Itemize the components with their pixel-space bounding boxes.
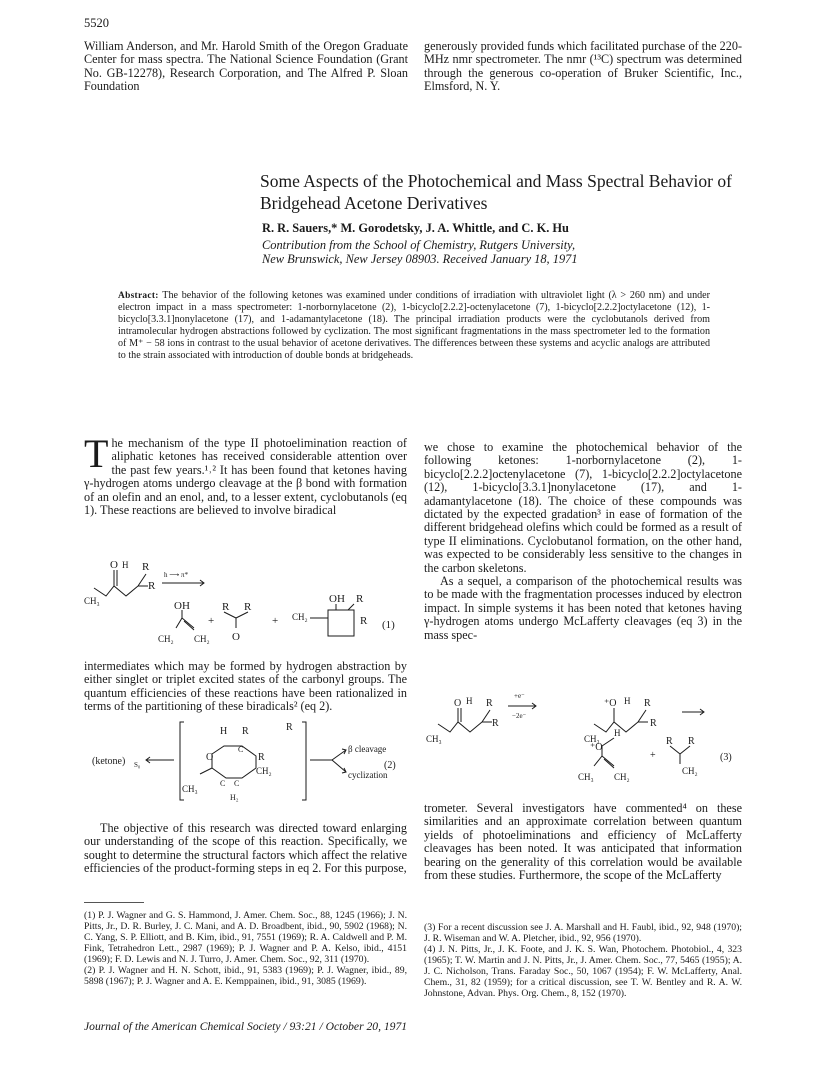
eq2-ketone-subscript: S₀	[134, 761, 141, 769]
svg-text:R: R	[486, 698, 493, 709]
eq2-beta-cleavage: β cleavage	[348, 744, 387, 754]
svg-text:CH₂: CH₂	[614, 772, 630, 782]
body-right-paragraph-3	[424, 802, 742, 882]
body-left-paragraph-3	[84, 822, 407, 876]
svg-text:⁺O: ⁺O	[590, 742, 603, 753]
footnote-rule-left	[84, 902, 144, 903]
ketone-choice-text: we chose to examine the photochemical behavior of the following ketones: 1-norbornylacetone (2), 1-bicyclo[2.2.2]octenylacetone (7), 1-bicyclo[2.2.2]octylacetone (12), 1-bicyclo[3.3.1]nonylacetone (17), and 1-adamantylacetone (18). The choice of these compounds was dictated by the expected gradation³ in ease of formation of the different bridgehead olefins which could be formed as a result of type II eliminations. Cyclobutanol formation, on the other hand, was expected to be considerably less sensitive to the changes in the carbon skeletons.	[424, 440, 742, 575]
svg-text:R: R	[650, 718, 657, 729]
abstract-label: Abstract:	[118, 291, 159, 301]
svg-text:R: R	[258, 752, 265, 763]
eq3-arrow-top: +e⁻	[514, 692, 525, 700]
body-left-paragraph-1	[84, 431, 407, 518]
eq1-arrow-label: h ⟶ π*	[164, 571, 189, 579]
svg-text:R: R	[492, 718, 499, 729]
footnote-2: (2) P. J. Wagner and H. N. Schott, ibid., 91, 5383 (1969); P. J. Wagner, ibid., 89, 5898 (1967); P. J. Wagner and A. E. Kemppainen, ibid., 91, 3085 (1969).	[84, 965, 407, 987]
svg-text:C: C	[220, 779, 226, 788]
svg-text:CH₃: CH₃	[84, 596, 100, 606]
trometer-text: trometer. Several investigators have commented⁴ on these similarities and an approximate correlation between quantum yields of photoeliminations and efficiency of McLafferty cleavages has been noted. It was anticipated that information bearing on the generality of this correlation would be available from these studies. Furthermore, the scope of the McLafferty	[424, 801, 742, 883]
svg-text:OH: OH	[329, 593, 345, 605]
svg-text:CH₂: CH₂	[292, 612, 308, 622]
abstract-text: The behavior of the following ketones was examined under conditions of irradiation with ultraviolet light (λ > 260 nm) and under electron impact in a mass spectrometer: 1-norbornylacetone (2), 1-bicyclo[2.2.2]-octenylacetone (7), 1-bicyclo[2.2.2]octylacetone (12), 1-bicyclo[3.3.1]nonylacetone (17), and 1-adamantylacetone (18). The principal irradiation products were the cyclobutanols derived from intramolecular hydrogen abstractions followed by cyclization. The most significant fragmentations in the mass spectrometer led to the formation of M⁺ − 58 ions in contrast to the usual behavior of acetone derivatives. The differences between these systems and acyclic analogs are attributed to the strain associated with introduction of double bonds at bridgeheads.	[118, 290, 711, 361]
svg-text:H: H	[466, 696, 473, 706]
article-title: Some Aspects of the Photochemical and Mass Spectral Behavior of Bridgehead Acetone Derivatives	[260, 171, 732, 213]
acknowledgment-left	[84, 40, 408, 94]
ack-left-text: William Anderson, and Mr. Harold Smith of the Oregon Graduate Center for mass spectra. The National Science Foundation (Grant No. GB-12278), Research Corporation, and The Alfred P. Sloan Foundation	[84, 39, 408, 94]
affiliation-line-1: Contribution from the School of Chemistry, Rutgers University,	[262, 238, 576, 252]
svg-text:CH₂: CH₂	[682, 766, 698, 776]
svg-text:CH₂: CH₂	[194, 634, 210, 644]
equation-1-scheme	[84, 546, 408, 658]
svg-text:R: R	[666, 736, 673, 747]
journal-citation: Journal of the American Chemical Society / 93:21 / October 20, 1971	[84, 1020, 408, 1033]
eq3-arrow-bottom: −2e⁻	[512, 712, 527, 720]
svg-text:CH₂: CH₂	[158, 634, 174, 644]
eq2-ketone-label: (ketone)	[92, 756, 126, 767]
svg-text:O: O	[110, 559, 118, 571]
acknowledgment-right	[424, 40, 742, 94]
svg-text:R: R	[142, 561, 150, 573]
svg-text:O: O	[232, 631, 240, 643]
biradical-text: intermediates which may be formed by hydrogen abstraction by either singlet or triplet excited states of the carbonyl groups. The quantum efficiencies of these reactions have been rationalized in terms of the partitioning of these biradicals² (eq 2).	[84, 659, 407, 714]
svg-text:⁺O: ⁺O	[604, 698, 617, 709]
svg-text:H: H	[614, 728, 621, 738]
abstract	[118, 290, 710, 362]
ack-right-text: generously provided funds which facilitated purchase of the 220-MHz nmr spectrometer. The nmr (¹³C) spectrum was determined through the generous co-operation of Bruker Scientific, Inc., Elmsford, N. Y.	[424, 39, 742, 94]
footnote-4: (4) J. N. Pitts, Jr., J. K. Foote, and J. K. S. Wan, Photochem. Photobiol., 4, 323 (1965); T. W. Martin and J. N. Pitts, Jr., J. Amer. Chem. Soc., 77, 5465 (1955); A. J. C. Nicholson, Trans. Faraday Soc., 50, 1067 (1954); F. W. McLafferty, Anal. Chem., 31, 82 (1959); for a critical discussion, see T. W. Bentley and R. A. W. Johnstone, Advan. Phys. Org. Chem., 8, 152 (1970).	[424, 944, 742, 999]
equation-3-scheme	[424, 684, 742, 784]
page-number: 5520	[84, 16, 109, 30]
objective-text: The objective of this research was directed toward enlarging our understanding of the scope of this reaction. Specifically, we sought to determine the structural factors which affect the relative efficiencies of the product-forming steps in eq 2. For this purpose,	[84, 821, 407, 876]
svg-text:H: H	[624, 696, 631, 706]
svg-text:CH₂: CH₂	[256, 766, 272, 776]
svg-text:OH: OH	[174, 600, 190, 612]
eq2-number: (2)	[384, 760, 396, 771]
svg-text:O: O	[206, 752, 214, 763]
svg-text:C: C	[234, 779, 240, 788]
affiliation-line-2: New Brunswick, New Jersey 08903. Received January 18, 1971	[262, 252, 578, 266]
svg-text:R: R	[148, 580, 156, 592]
footnotes-left	[84, 910, 407, 987]
footnote-3: (3) For a recent discussion see J. A. Marshall and H. Faubl, ibid., 92, 948 (1970); J. R. Wiseman and W. A. Pletcher, ibid., 92, 956 (1970).	[424, 922, 742, 944]
footnote-1: (1) P. J. Wagner and G. S. Hammond, J. Amer. Chem. Soc., 88, 1245 (1966); J. N. Pitts, Jr., D. R. Burley, J. C. Mani, and A. D. Broadbent, ibid., 90, 5902 (1968); N. C. Yang, S. P. Elliott, and B. Kim, ibid., 91, 7551 (1969); R. A. Caldwell and P. M. Fink, Tetrahedron Lett., 2987 (1969); P. J. Wagner and P. A. Kelso, ibid., 4151 (1969); F. D. Lewis and N. J. Turro, J. Amer. Chem. Soc., 92, 311 (1970).	[84, 910, 407, 965]
svg-text:H: H	[122, 560, 129, 570]
svg-text:+: +	[208, 615, 215, 627]
svg-text:R: R	[356, 593, 364, 605]
article-authors: R. R. Sauers,* M. Gorodetsky, J. A. Whittle, and C. K. Hu	[262, 221, 569, 235]
svg-text:R: R	[360, 615, 368, 627]
svg-text:C: C	[238, 745, 244, 754]
svg-text:CH₃: CH₃	[426, 734, 442, 744]
svg-text:R: R	[286, 722, 293, 733]
svg-text:+: +	[650, 750, 656, 761]
equation-2-scheme	[84, 716, 408, 808]
svg-text:+: +	[272, 615, 279, 627]
svg-text:R: R	[242, 726, 249, 737]
eq1-number: (1)	[382, 619, 395, 631]
svg-text:R: R	[222, 601, 230, 613]
svg-text:R: R	[688, 736, 695, 747]
intro-text: he mechanism of the type II photoelimination reaction of aliphatic ketones has received considerable attention over the past few years.¹˒² It has been found that ketones having γ-hydrogen atoms undergo cleavage at the β bond with formation of an olefin and an enol, and, to a lesser extent, cyclobutanols (eq 1). These reactions are believed to involve biradical	[84, 436, 407, 518]
body-right-paragraph-1	[424, 441, 742, 642]
body-left-paragraph-2	[84, 660, 407, 714]
eq2-cyclization: cyclization	[348, 770, 388, 780]
svg-text:H: H	[220, 726, 228, 737]
article-affiliation	[262, 238, 782, 266]
drop-cap: T	[84, 431, 109, 476]
svg-text:CH₃: CH₃	[578, 772, 594, 782]
eq3-number: (3)	[720, 752, 732, 763]
svg-text:O: O	[454, 698, 462, 709]
svg-text:H₂: H₂	[230, 793, 239, 802]
footnotes-right	[424, 922, 742, 999]
sequel-text: As a sequel, a comparison of the photochemical results was to be made with the fragmentation processes induced by electron impact. In simple systems it has been noted that ketones having γ-hydrogen atoms undergo McLafferty cleavages (eq 3) in the mass spec-	[424, 574, 742, 642]
svg-text:CH₃: CH₃	[584, 734, 600, 744]
svg-text:R: R	[644, 698, 651, 709]
svg-text:R: R	[244, 601, 252, 613]
svg-text:CH₃: CH₃	[182, 784, 198, 794]
